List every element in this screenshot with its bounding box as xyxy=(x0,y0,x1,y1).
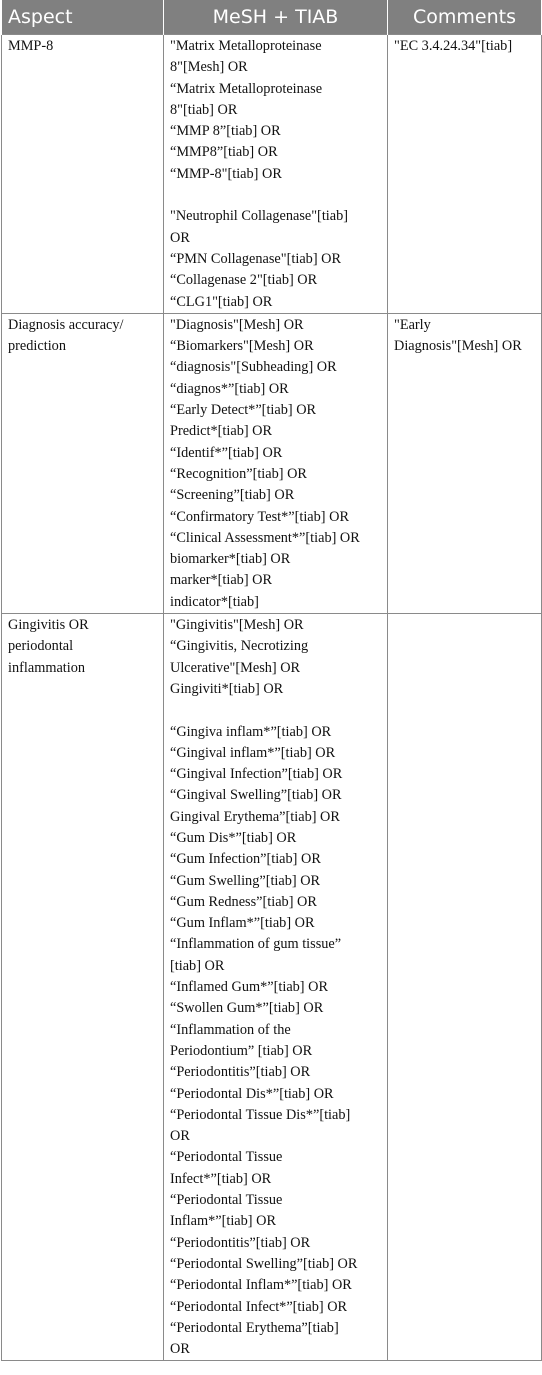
table-row xyxy=(2,35,542,314)
search-terms-cell-line: “Biomarkers"[Mesh] OR xyxy=(170,338,314,355)
aspect-cell-line: prediction xyxy=(8,338,66,355)
search-terms-cell-line: “MMP-8"[tiab] OR xyxy=(170,165,282,182)
comments-cell-line: "Early xyxy=(394,316,431,333)
search-terms-cell-line: “Inflammation of gum tissue” xyxy=(170,936,342,953)
header-comments: Comments xyxy=(388,0,542,35)
search-terms-cell-line: Gingival Erythema”[tiab] OR xyxy=(170,808,340,825)
blank-line xyxy=(170,185,382,206)
search-terms-cell-line: “MMP8”[tiab] OR xyxy=(170,144,278,161)
search-terms-cell-line: marker*[tiab] OR xyxy=(170,572,273,589)
search-terms-cell xyxy=(164,614,388,1361)
search-terms-cell-line: “Periodontal Infect*”[tiab] OR xyxy=(170,1298,348,1315)
search-terms-cell-line: biomarker*[tiab] OR xyxy=(170,551,291,568)
table-header xyxy=(2,0,542,35)
search-terms-cell-line: “Recognition”[tiab] OR xyxy=(170,465,307,482)
aspect-cell-line: MMP-8 xyxy=(8,38,54,54)
search-terms-cell xyxy=(164,35,388,314)
search-terms-cell-line: “Early Detect*”[tiab] OR xyxy=(170,402,317,419)
search-terms-cell-line: “Gingivitis, Necrotizing xyxy=(170,638,309,655)
search-terms-cell-line: “Gingiva inflam*”[tiab] OR xyxy=(170,723,332,740)
search-terms-cell-line: “Periodontal Swelling”[tiab] OR xyxy=(170,1255,358,1272)
comments-cell xyxy=(388,313,542,613)
search-terms-cell-line: “Gum Dis*”[tiab] OR xyxy=(170,829,297,846)
search-terms-cell-line: Inflam*”[tiab] OR xyxy=(170,1213,276,1230)
search-terms-cell-line: 8"[Mesh] OR xyxy=(170,59,248,76)
search-terms-cell-line: “Matrix Metalloproteinase xyxy=(170,80,323,97)
search-terms-cell-line: “Gingival inflam*”[tiab] OR xyxy=(170,744,336,761)
search-terms-cell xyxy=(164,313,388,613)
aspect-cell-line: periodontal xyxy=(8,638,74,655)
search-terms-cell-line: “Periodontal Dis*”[tiab] OR xyxy=(170,1085,334,1102)
search-terms-cell-line: “Periodontal Tissue xyxy=(170,1149,283,1166)
search-terms-cell-line: "Neutrophil Collagenase"[tiab] xyxy=(170,208,349,225)
search-terms-cell-line: OR xyxy=(170,1128,190,1145)
search-terms-cell-line: “Gum Redness”[tiab] OR xyxy=(170,893,317,910)
blank-line xyxy=(170,700,382,721)
search-terms-cell-line: 8"[tiab] OR xyxy=(170,101,238,118)
header-aspect: Aspect xyxy=(2,0,164,35)
comments-cell-line: Diagnosis"[Mesh] OR xyxy=(394,338,522,355)
search-terms-cell-line: "Gingivitis"[Mesh] OR xyxy=(170,617,304,634)
search-terms-cell-line: Gingiviti*[tiab] OR xyxy=(170,680,284,697)
search-terms-cell-line: “Periodontal Erythema”[tiab] xyxy=(170,1319,339,1336)
search-terms-cell-line: “diagnosis"[Subheading] OR xyxy=(170,359,337,376)
search-terms-cell-line: “PMN Collagenase"[tiab] OR xyxy=(170,250,342,267)
search-terms-cell-line: “Gingival Infection”[tiab] OR xyxy=(170,766,343,783)
search-terms-cell-line: “CLG1"[tiab] OR xyxy=(170,293,273,310)
search-terms-cell-line: "Matrix Metalloproteinase xyxy=(170,38,322,54)
aspect-cell xyxy=(2,313,164,613)
comments-cell-line: "EC 3.4.24.34"[tiab] xyxy=(394,38,513,54)
search-terms-cell-line: “MMP 8”[tiab] OR xyxy=(170,123,281,140)
search-terms-cell-line: Predict*[tiab] OR xyxy=(170,423,273,440)
search-terms-cell-line: “Periodontal Inflam*”[tiab] OR xyxy=(170,1277,352,1294)
search-terms-cell-line: “Collagenase 2"[tiab] OR xyxy=(170,272,318,289)
search-terms-cell-line: “Screening”[tiab] OR xyxy=(170,487,295,504)
aspect-cell xyxy=(2,35,164,314)
search-terms-cell-line: “Periodontitis”[tiab] OR xyxy=(170,1064,311,1081)
search-terms-cell-line: “Gingival Swelling”[tiab] OR xyxy=(170,787,342,804)
search-terms-cell-line: “Clinical Assessment*”[tiab] OR xyxy=(170,529,360,546)
search-terms-cell-line: “Gum Infection”[tiab] OR xyxy=(170,851,321,868)
search-terms-cell-line: Periodontium” [tiab] OR xyxy=(170,1042,313,1059)
search-terms-cell-line: OR xyxy=(170,229,190,246)
table-row xyxy=(2,614,542,1361)
comments-cell xyxy=(388,35,542,314)
search-terms-cell-line: Ulcerative"[Mesh] OR xyxy=(170,659,301,676)
comments-cell xyxy=(388,614,542,1361)
aspect-cell-line: Diagnosis accuracy/ xyxy=(8,316,124,333)
search-terms-cell-line: “Gum Inflam*”[tiab] OR xyxy=(170,915,315,932)
search-terms-cell-line: “Periodontal Tissue Dis*”[tiab] xyxy=(170,1106,351,1123)
search-terms-cell-line: “Periodontitis”[tiab] OR xyxy=(170,1234,311,1251)
aspect-cell-line: Gingivitis OR xyxy=(8,617,89,634)
search-terms-cell-line: "Diagnosis"[Mesh] OR xyxy=(170,316,304,333)
search-terms-cell-line: “Inflammation of the xyxy=(170,1021,291,1038)
search-terms-cell-line: “Swollen Gum*”[tiab] OR xyxy=(170,1000,324,1017)
aspect-cell-line: inflammation xyxy=(8,659,86,676)
header-row xyxy=(2,0,542,35)
search-terms-cell-line: Infect*”[tiab] OR xyxy=(170,1170,272,1187)
search-terms-cell-line: OR xyxy=(170,1341,190,1358)
search-terms-cell-line: indicator*[tiab] xyxy=(170,593,259,610)
search-terms-cell-line: “Confirmatory Test*”[tiab] OR xyxy=(170,508,349,525)
search-terms-cell-line: “Gum Swelling”[tiab] OR xyxy=(170,872,321,889)
search-terms-cell-line: “Identif*”[tiab] OR xyxy=(170,444,283,461)
search-terms-cell-line: “Periodontal Tissue xyxy=(170,1192,283,1209)
search-terms-cell-line: [tiab] OR xyxy=(170,957,225,974)
aspect-cell xyxy=(2,614,164,1361)
header-mesh-tiab: MeSH + TIAB xyxy=(164,0,388,35)
search-strategy-table xyxy=(1,0,542,1361)
search-terms-cell-line: “diagnos*”[tiab] OR xyxy=(170,380,289,397)
search-terms-cell-line: “Inflamed Gum*”[tiab] OR xyxy=(170,979,329,996)
table-body xyxy=(2,35,542,1361)
table-row xyxy=(2,313,542,613)
